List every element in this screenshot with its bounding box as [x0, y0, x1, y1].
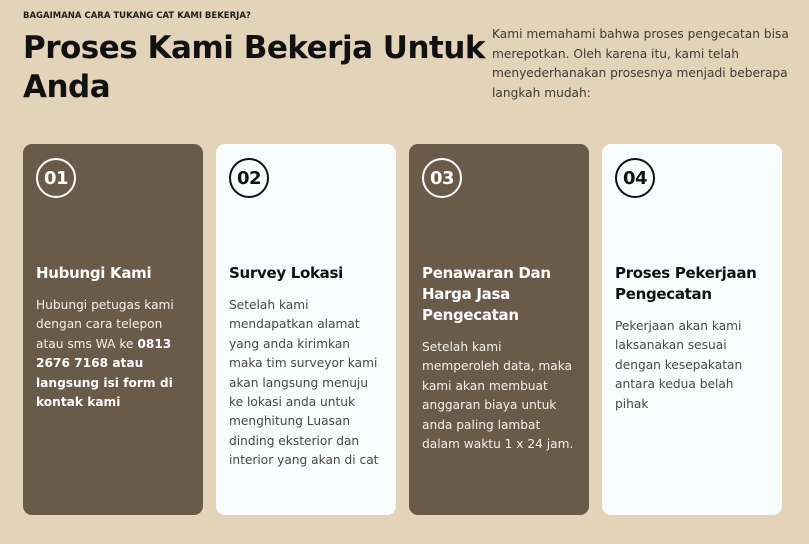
- step-title: Penawaran Dan Harga Jasa Pengecatan: [422, 264, 551, 324]
- section-eyebrow: BAGAIMANA CARA TUKANG CAT KAMI BEKERJA?: [23, 11, 251, 21]
- step-title: Survey Lokasi: [229, 264, 343, 282]
- step-number-badge: 02: [229, 158, 269, 198]
- step-description: Setelah kami mendapatkan alamat yang anda kirimkan maka tim surveyor kami akan langsung menuju ke lokasi anda untuk menghitung Luasan dinding eksterior dan interior yang akan di cat: [229, 298, 379, 468]
- step-description: [36, 296, 191, 412]
- step-card-4: [602, 144, 782, 515]
- intro-paragraph: Kami memahami bahwa proses pengecatan bisa merepotkan. Oleh karena itu, kami telah menyederhanakan prosesnya menjadi beberapa langkah mudah:: [492, 27, 789, 100]
- step-card-3: [409, 144, 589, 515]
- step-title: Hubungi Kami: [36, 264, 152, 282]
- step-description: Pekerjaan akan kami laksanakan sesuai dengan kesepakatan antara kedua belah pihak: [615, 319, 743, 411]
- step-description-text: Hubungi petugas kami dengan cara telepon atau sms WA ke: [36, 298, 174, 351]
- step-title: Proses Pekerjaan Pengecatan: [615, 264, 757, 303]
- step-number-badge: 04: [615, 158, 655, 198]
- step-description: Setelah kami memperoleh data, maka kami akan membuat anggaran biaya untuk anda paling lambat dalam waktu 1 x 24 jam.: [422, 340, 574, 452]
- step-number-badge: 03: [422, 158, 462, 198]
- step-number-badge: 01: [36, 158, 76, 198]
- contact-highlight: 0813 2676 7168 atau langsung isi form di kontak kami: [36, 336, 173, 410]
- page-title: Proses Kami Bekerja Untuk Anda: [23, 30, 486, 105]
- step-card-1: [23, 144, 203, 515]
- step-card-2: [216, 144, 396, 515]
